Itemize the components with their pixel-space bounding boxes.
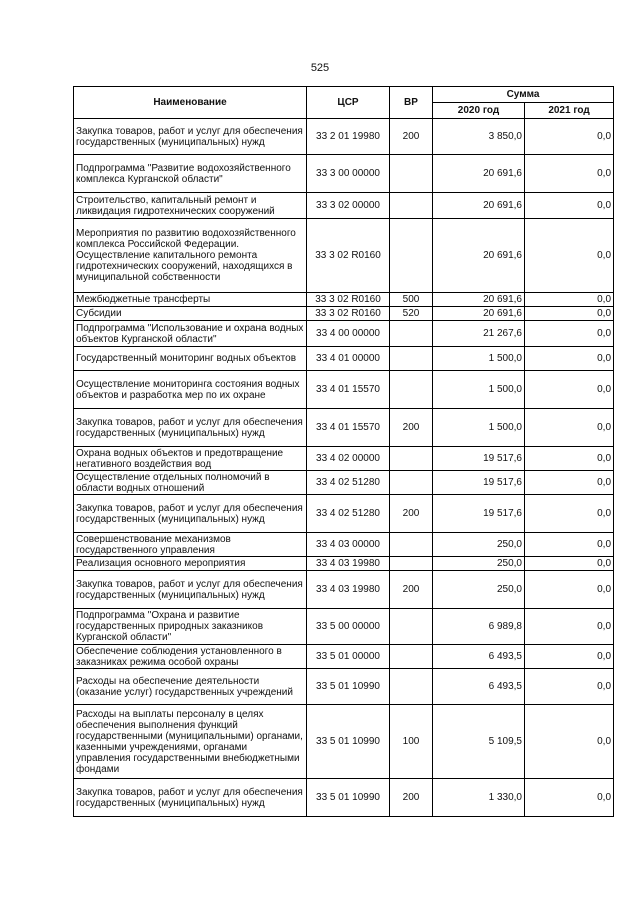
row-vr <box>390 557 433 571</box>
row-vr: 100 <box>390 705 433 779</box>
row-csr: 33 4 00 00000 <box>307 321 390 347</box>
row-sum-2021: 0,0 <box>525 321 614 347</box>
header-year-2020: 2020 год <box>433 103 525 119</box>
row-name: Реализация основного мероприятия <box>74 557 307 571</box>
table-row <box>74 533 614 557</box>
row-vr <box>390 321 433 347</box>
row-csr: 33 3 02 00000 <box>307 193 390 219</box>
row-name: Строительство, капитальный ремонт и ликвидация гидротехнических сооружений <box>74 193 307 219</box>
row-sum-2021: 0,0 <box>525 155 614 193</box>
row-csr: 33 4 02 51280 <box>307 471 390 495</box>
table-row <box>74 609 614 645</box>
row-sum-2020: 250,0 <box>433 533 525 557</box>
table-row <box>74 193 614 219</box>
row-csr: 33 4 01 15570 <box>307 371 390 409</box>
row-sum-2021: 0,0 <box>525 571 614 609</box>
row-name: Государственный мониторинг водных объектов <box>74 347 307 371</box>
row-vr: 520 <box>390 307 433 321</box>
row-sum-2021: 0,0 <box>525 293 614 307</box>
row-sum-2020: 250,0 <box>433 557 525 571</box>
table-row <box>74 571 614 609</box>
row-sum-2021: 0,0 <box>525 705 614 779</box>
row-vr <box>390 371 433 409</box>
row-sum-2021: 0,0 <box>525 557 614 571</box>
row-csr: 33 4 03 19980 <box>307 571 390 609</box>
row-csr: 33 4 01 00000 <box>307 347 390 371</box>
table-header <box>74 87 614 119</box>
row-csr: 33 4 03 00000 <box>307 533 390 557</box>
table-row <box>74 495 614 533</box>
row-csr: 33 2 01 19980 <box>307 119 390 155</box>
table-row <box>74 705 614 779</box>
row-sum-2020: 19 517,6 <box>433 495 525 533</box>
table-row <box>74 371 614 409</box>
row-sum-2020: 20 691,6 <box>433 219 525 293</box>
row-sum-2021: 0,0 <box>525 119 614 155</box>
row-sum-2020: 1 330,0 <box>433 779 525 817</box>
row-csr: 33 4 03 19980 <box>307 557 390 571</box>
table-row <box>74 219 614 293</box>
row-csr: 33 4 02 00000 <box>307 447 390 471</box>
row-sum-2020: 20 691,6 <box>433 193 525 219</box>
row-sum-2020: 19 517,6 <box>433 471 525 495</box>
table-row <box>74 779 614 817</box>
row-sum-2021: 0,0 <box>525 609 614 645</box>
table-row <box>74 155 614 193</box>
row-name: Закупка товаров, работ и услуг для обеспечения государственных (муниципальных) нужд <box>74 779 307 817</box>
row-csr: 33 3 02 R0160 <box>307 219 390 293</box>
row-vr <box>390 669 433 705</box>
row-name: Субсидии <box>74 307 307 321</box>
row-vr <box>390 471 433 495</box>
row-vr: 200 <box>390 409 433 447</box>
table-row <box>74 321 614 347</box>
row-vr <box>390 645 433 669</box>
page-number: 525 <box>310 62 330 74</box>
row-name: Осуществление отдельных полномочий в области водных отношений <box>74 471 307 495</box>
table-row <box>74 293 614 307</box>
row-name: Межбюджетные трансферты <box>74 293 307 307</box>
row-name: Осуществление мониторинга состояния водных объектов и разработка мер по их охране <box>74 371 307 409</box>
row-vr <box>390 609 433 645</box>
row-csr: 33 5 01 10990 <box>307 779 390 817</box>
row-name: Мероприятия по развитию водохозяйственного комплекса Российской Федерации. Осуществление капитального ремонта гидротехнических сооружений, находящихся в муниципальной собственности <box>74 219 307 293</box>
row-csr: 33 3 00 00000 <box>307 155 390 193</box>
row-sum-2021: 0,0 <box>525 495 614 533</box>
header-csr: ЦСР <box>307 87 390 119</box>
row-name: Закупка товаров, работ и услуг для обеспечения государственных (муниципальных) нужд <box>74 571 307 609</box>
row-sum-2020: 6 989,8 <box>433 609 525 645</box>
header-year-2021: 2021 год <box>525 103 614 119</box>
row-csr: 33 3 02 R0160 <box>307 307 390 321</box>
row-sum-2020: 3 850,0 <box>433 119 525 155</box>
row-sum-2020: 20 691,6 <box>433 293 525 307</box>
row-sum-2021: 0,0 <box>525 669 614 705</box>
row-sum-2020: 20 691,6 <box>433 307 525 321</box>
table-body <box>74 119 614 817</box>
row-sum-2021: 0,0 <box>525 193 614 219</box>
row-vr <box>390 347 433 371</box>
row-vr <box>390 447 433 471</box>
row-sum-2021: 0,0 <box>525 307 614 321</box>
row-name: Обеспечение соблюдения установленного в заказниках режима особой охраны <box>74 645 307 669</box>
row-vr: 200 <box>390 571 433 609</box>
row-vr: 200 <box>390 495 433 533</box>
table-row <box>74 669 614 705</box>
header-vr: ВР <box>390 87 433 119</box>
row-vr <box>390 155 433 193</box>
row-sum-2020: 21 267,6 <box>433 321 525 347</box>
row-sum-2020: 19 517,6 <box>433 447 525 471</box>
row-name: Охрана водных объектов и предотвращение негативного воздействия вод <box>74 447 307 471</box>
row-sum-2021: 0,0 <box>525 219 614 293</box>
row-sum-2020: 250,0 <box>433 571 525 609</box>
row-sum-2021: 0,0 <box>525 371 614 409</box>
row-name: Подпрограмма "Использование и охрана водных объектов Курганской области" <box>74 321 307 347</box>
row-name: Закупка товаров, работ и услуг для обеспечения государственных (муниципальных) нужд <box>74 119 307 155</box>
table-row <box>74 447 614 471</box>
budget-table <box>73 86 614 817</box>
row-vr <box>390 219 433 293</box>
row-sum-2021: 0,0 <box>525 471 614 495</box>
row-vr <box>390 533 433 557</box>
row-sum-2021: 0,0 <box>525 533 614 557</box>
header-sum: Сумма <box>433 87 614 103</box>
row-name: Закупка товаров, работ и услуг для обеспечения государственных (муниципальных) нужд <box>74 409 307 447</box>
table-row <box>74 557 614 571</box>
row-csr: 33 5 01 10990 <box>307 705 390 779</box>
row-csr: 33 5 01 00000 <box>307 645 390 669</box>
row-csr: 33 4 02 51280 <box>307 495 390 533</box>
row-sum-2021: 0,0 <box>525 779 614 817</box>
row-sum-2020: 1 500,0 <box>433 371 525 409</box>
row-csr: 33 5 00 00000 <box>307 609 390 645</box>
row-vr: 200 <box>390 779 433 817</box>
row-name: Совершенствование механизмов государственного управления <box>74 533 307 557</box>
row-sum-2020: 6 493,5 <box>433 669 525 705</box>
header-name: Наименование <box>74 87 307 119</box>
row-csr: 33 5 01 10990 <box>307 669 390 705</box>
row-csr: 33 4 01 15570 <box>307 409 390 447</box>
row-sum-2020: 20 691,6 <box>433 155 525 193</box>
table-row <box>74 119 614 155</box>
row-vr <box>390 193 433 219</box>
row-sum-2021: 0,0 <box>525 347 614 371</box>
row-csr: 33 3 02 R0160 <box>307 293 390 307</box>
row-sum-2020: 6 493,5 <box>433 645 525 669</box>
row-vr: 200 <box>390 119 433 155</box>
table-row <box>74 409 614 447</box>
row-name: Подпрограмма "Охрана и развитие государственных природных заказников Курганской области" <box>74 609 307 645</box>
table-row <box>74 471 614 495</box>
row-sum-2020: 1 500,0 <box>433 409 525 447</box>
row-name: Расходы на выплаты персоналу в целях обеспечения выполнения функций государственными (муниципальными) органами, казенными учреждениями, органами управления государственными внебюджетными фондами <box>74 705 307 779</box>
row-sum-2020: 5 109,5 <box>433 705 525 779</box>
row-sum-2021: 0,0 <box>525 645 614 669</box>
row-sum-2021: 0,0 <box>525 409 614 447</box>
row-name: Расходы на обеспечение деятельности (оказание услуг) государственных учреждений <box>74 669 307 705</box>
row-vr: 500 <box>390 293 433 307</box>
row-sum-2020: 1 500,0 <box>433 347 525 371</box>
row-name: Подпрограмма "Развитие водохозяйственного комплекса Курганской области" <box>74 155 307 193</box>
row-sum-2021: 0,0 <box>525 447 614 471</box>
table-row <box>74 307 614 321</box>
row-name: Закупка товаров, работ и услуг для обеспечения государственных (муниципальных) нужд <box>74 495 307 533</box>
table-row <box>74 645 614 669</box>
table-row <box>74 347 614 371</box>
